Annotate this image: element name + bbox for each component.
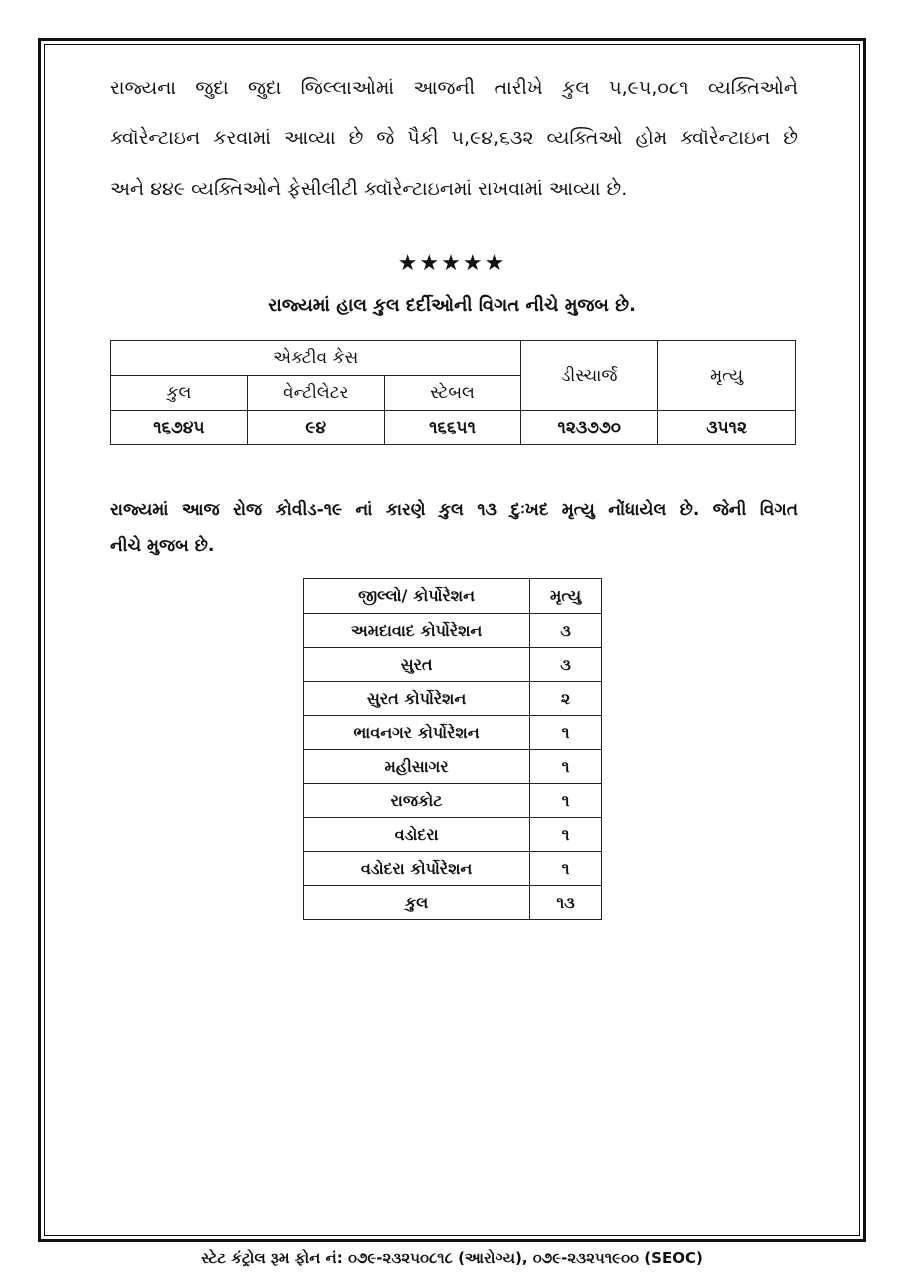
table-row	[304, 784, 602, 818]
district-name: અમદાવાદ કોર્પોરેશન	[304, 614, 530, 648]
district-death-count: ૧	[530, 784, 602, 818]
stable-header: સ્ટેબલ	[384, 376, 521, 411]
table-row	[304, 852, 602, 886]
discharge-value: ૧૨૩૭૭૦	[521, 411, 658, 445]
death-value: ૩૫૧૨	[658, 411, 796, 445]
summary-title: રાજ્યમાં હાલ કુલ દર્દીઓની વિગત નીચે મુજબ છે.	[268, 295, 636, 316]
death-header: મૃત્યુ	[658, 341, 796, 411]
total-row	[304, 886, 602, 920]
intro-line-1: રાજ્યના જુદા જુદા જિલ્લાઓમાં આજની તારીખે કુલ ૫,૯૫,૦૮૧ વ્યક્તિઓને	[110, 77, 798, 99]
district-death-count: ૧	[530, 818, 602, 852]
district-name: મહીસાગર	[304, 750, 530, 784]
patient-summary-table	[110, 340, 796, 445]
table-row	[304, 750, 602, 784]
intro-line-2: ક્વૉરેન્ટાઇન કરવામાં આવ્યા છે જે પૈકી ૫,૯૪,૬૩૨ વ્યક્તિઓ હોમ ક્વૉરેન્ટાઇન છે	[110, 127, 798, 149]
district-death-count: ૧	[530, 716, 602, 750]
intro-line-3: અને ૪૪૯ વ્યક્તિઓને ફેસીલીટી ક્વૉરેન્ટાઇનમાં રાખવામાં આવ્યા છે.	[110, 178, 628, 200]
death-column-header: મૃત્યુ	[530, 579, 602, 614]
deaths-today-line-2: નીચે મુજબ છે.	[110, 536, 215, 556]
total-header: કુલ	[111, 376, 248, 411]
district-death-count: ૧	[530, 750, 602, 784]
ventilator-header: વેન્ટીલેટર	[247, 376, 384, 411]
table-row	[304, 682, 602, 716]
table-row	[304, 818, 602, 852]
district-name: વડોદરા	[304, 818, 530, 852]
ventilator-value: ૯૪	[247, 411, 384, 445]
total-death-count: ૧૩	[530, 886, 602, 920]
stable-value: ૧૬૬૫૧	[384, 411, 521, 445]
total-value: ૧૬૭૪૫	[111, 411, 248, 445]
table-row	[304, 648, 602, 682]
district-deaths-table	[303, 578, 602, 920]
district-column-header: જીલ્લો/ કોર્પોરેશન	[304, 579, 530, 614]
footer-contact: સ્ટેટ કંટ્રોલ રૂમ ફોન નં: ૦૭૯-૨૩૨૫૦૮૧૮ (આરોગ્ય), ૦૭૯-૨૩૨૫૧૯૦૦ (SEOC)	[201, 1249, 703, 1267]
district-death-count: ૩	[530, 648, 602, 682]
district-name: રાજકોટ	[304, 784, 530, 818]
district-name: વડોદરા કોર્પોરેશન	[304, 852, 530, 886]
district-name: સુરત કોર્પોરેશન	[304, 682, 530, 716]
table-row	[304, 716, 602, 750]
discharge-header: ડીસ્ચાર્જ	[521, 341, 658, 411]
deaths-today-line-1: રાજ્યમાં આજ રોજ કોવીડ-૧૯ નાં કારણે કુલ ૧૩ દુઃખદ મૃત્યુ નોંધાયેલ છે. જેની વિગત	[110, 500, 798, 520]
district-death-count: ૨	[530, 682, 602, 716]
district-name: સુરત	[304, 648, 530, 682]
table-row	[304, 614, 602, 648]
district-death-count: ૩	[530, 614, 602, 648]
star-separator: ★★★★★	[397, 251, 507, 276]
district-death-count: ૧	[530, 852, 602, 886]
district-name: ભાવનગર કોર્પોરેશન	[304, 716, 530, 750]
total-label: કુલ	[304, 886, 530, 920]
active-cases-header: એક્ટીવ કેસ	[111, 341, 521, 376]
